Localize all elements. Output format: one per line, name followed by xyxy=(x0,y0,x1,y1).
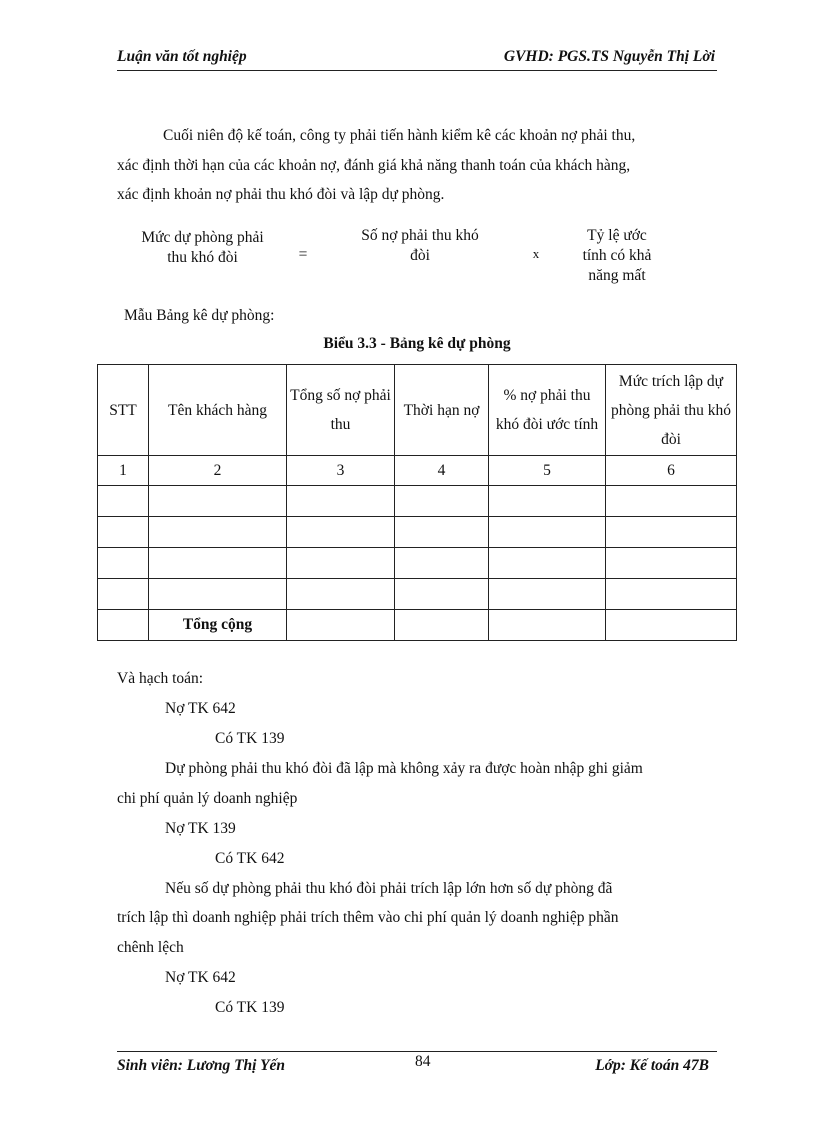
formula-lhs-line-1: Mức dự phòng phải xyxy=(141,229,264,246)
formula-term-2-line-1: Tỷ lệ ước xyxy=(587,227,647,244)
table-cell xyxy=(489,610,606,641)
table-total-row xyxy=(98,610,737,641)
footer-student: Sinh viên: Lương Thị Yến xyxy=(117,1057,286,1074)
table-cell xyxy=(489,579,606,610)
page-number: 84 xyxy=(415,1053,431,1070)
footer-class: Lớp: Kế toán 47B xyxy=(595,1057,709,1074)
table-cell xyxy=(98,517,149,548)
formula-term-1-line-1: Số nợ phải thu khó xyxy=(361,227,479,244)
table-cell xyxy=(395,548,489,579)
intro-line-3: xác định khoản nợ phải thu khó đòi và lập dự phòng. xyxy=(117,186,445,203)
table-cell xyxy=(149,548,287,579)
index-cell: 3 xyxy=(287,456,395,486)
formula-times: x xyxy=(532,246,540,261)
table-cell xyxy=(287,486,395,517)
table-cell xyxy=(606,548,737,579)
entry-3-debit: Nợ TK 642 xyxy=(165,969,236,986)
table-cell xyxy=(98,579,149,610)
para-2-line-2: chi phí quản lý doanh nghiệp xyxy=(117,790,298,807)
total-label: Tổng cộng xyxy=(149,610,287,641)
entry-3-credit: Có TK 139 xyxy=(215,999,285,1016)
col-header-debt-term: Thời hạn nợ xyxy=(395,365,489,456)
table-header-row xyxy=(98,365,737,456)
template-label: Mẫu Bảng kê dự phòng: xyxy=(124,307,275,324)
header-supervisor: GVHD: PGS.TS Nguyễn Thị Lời xyxy=(503,48,715,65)
intro-line-1: Cuối niên độ kế toán, công ty phải tiến hành kiểm kê các khoản nợ phải thu, xyxy=(163,127,636,144)
formula-lhs-line-2: thu khó đòi xyxy=(167,249,238,266)
col-header-stt: STT xyxy=(98,365,149,456)
header-thesis-title: Luận văn tốt nghiệp xyxy=(117,48,247,65)
col-header-provision-amount: Mức trích lập dự phòng phải thu khó đòi xyxy=(606,365,737,456)
formula-term-2-line-3: năng mất xyxy=(588,267,646,284)
table-cell xyxy=(287,548,395,579)
formula-term-1 xyxy=(340,226,500,266)
intro-line-2: xác định thời hạn của các khoản nợ, đánh giá khả năng thanh toán của khách hàng, xyxy=(117,157,631,174)
table-row xyxy=(98,517,737,548)
page-footer xyxy=(117,1051,717,1078)
provision-table xyxy=(97,364,737,641)
col-header-customer-name: Tên khách hàng xyxy=(149,365,287,456)
table-cell xyxy=(606,579,737,610)
table-cell xyxy=(489,548,606,579)
formula-lhs xyxy=(120,228,285,268)
table-cell xyxy=(287,610,395,641)
table-cell xyxy=(395,517,489,548)
table-cell xyxy=(395,579,489,610)
table-index-row xyxy=(98,456,737,486)
table-cell xyxy=(287,517,395,548)
entry-1-credit: Có TK 139 xyxy=(215,730,285,747)
table-cell xyxy=(98,548,149,579)
table-cell xyxy=(606,486,737,517)
page-header xyxy=(117,48,717,71)
table-cell xyxy=(489,486,606,517)
entry-2-credit: Có TK 642 xyxy=(215,850,285,867)
formula-term-2-line-2: tính có khả xyxy=(582,247,652,264)
col-header-doubtful-percent: % nợ phải thu khó đòi ước tính xyxy=(489,365,606,456)
table-row xyxy=(98,579,737,610)
index-cell: 1 xyxy=(98,456,149,486)
para-3-line-2: trích lập thì doanh nghiệp phải trích thêm vào chi phí quản lý doanh nghiệp phần xyxy=(117,909,619,926)
table-cell xyxy=(489,517,606,548)
formula-term-1-line-2: đòi xyxy=(410,247,430,264)
table-caption: Biểu 3.3 - Bảng kê dự phòng xyxy=(323,335,511,352)
table-cell xyxy=(606,517,737,548)
entry-2-debit: Nợ TK 139 xyxy=(165,820,236,837)
index-cell: 4 xyxy=(395,456,489,486)
formula-term-2 xyxy=(562,226,672,286)
para-2-line-1: Dự phòng phải thu khó đòi đã lập mà không xảy ra được hoàn nhập ghi giảm xyxy=(165,760,643,777)
entry-1-debit: Nợ TK 642 xyxy=(165,700,236,717)
index-cell: 6 xyxy=(606,456,737,486)
table-cell xyxy=(395,610,489,641)
col-header-total-receivable: Tổng số nợ phải thu xyxy=(287,365,395,456)
table-cell xyxy=(149,579,287,610)
table-cell xyxy=(98,486,149,517)
formula-equals: = xyxy=(298,246,308,263)
table-cell xyxy=(98,610,149,641)
table-row xyxy=(98,486,737,517)
para-3-line-3: chênh lệch xyxy=(117,939,184,956)
index-cell: 2 xyxy=(149,456,287,486)
table-cell xyxy=(606,610,737,641)
table-cell xyxy=(287,579,395,610)
para-3-line-1: Nếu số dự phòng phải thu khó đòi phải trích lập lớn hơn số dự phòng đã xyxy=(165,880,613,897)
table-cell xyxy=(149,486,287,517)
table-cell xyxy=(395,486,489,517)
table-row xyxy=(98,548,737,579)
accounting-intro: Và hạch toán: xyxy=(117,670,204,687)
index-cell: 5 xyxy=(489,456,606,486)
table-cell xyxy=(149,517,287,548)
